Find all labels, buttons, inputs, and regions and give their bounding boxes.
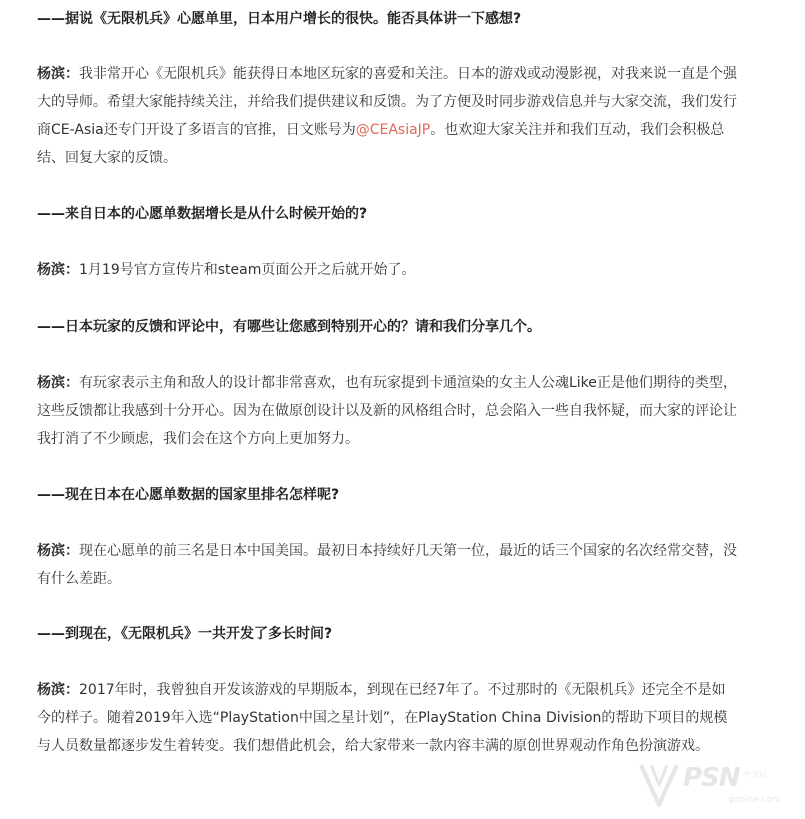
question-1: ——据说《无限机兵》心愿单里，日本用户增长的很快。能否具体讲一下感想? (37, 11, 522, 27)
psnine-watermark (637, 755, 797, 815)
answer-3-text: 有玩家表示主角和敌人的设计都非常喜欢，也有玩家提到卡通渲染的女主人公魂Like正是他们期待的类型，这些反馈都让我感到十分开心。因为在做原创设计以及新的风格组合时，总会陷入一些自我怀疑，而大家的评论让我打消了不少顾虑，我们会在这个方向上更加努力。 (37, 375, 737, 447)
speaker-label: 杨滨： (37, 262, 79, 278)
answer-5-text: 2017年时，我曾独自开发该游戏的早期版本，到现在已经7年了。不过那时的《无限机兵》还完全不是如今的样子。随着2019年入选“PlayStation中国之星计划”，在PlayStation China Division的帮助下项目的规模与人员数量都逐步发生着转变。我们想借此机会，给大家带来一款内容丰满的原创世界观动作角色扮演游戏。 (37, 682, 728, 754)
watermark-url: psnine.com (729, 795, 781, 805)
answer-2 (37, 256, 737, 284)
answer-5 (37, 676, 737, 760)
answer-1-text: 我非常开心《无限机兵》能获得日本地区玩家的喜爱和关注。日本的游戏或动漫影视，对我来说一直是个强大的导师。希望大家能持续关注，并给我们提供建议和反馈。为了方便及时同步游戏信息并与大家交流，我们发行商CE-Asia还专门开设了多语言的官推，日文账号为 (37, 66, 737, 138)
ceasiajp-link[interactable]: @CEAsiaJP (355, 122, 431, 138)
answer-1 (37, 60, 737, 172)
watermark-sub: 中文站 (743, 770, 767, 779)
watermark-brand: PSN (683, 763, 740, 793)
answer-4 (37, 537, 737, 593)
answer-1-text-end: 。也欢迎大家关注并和我们互动，我们会积极总结、回复大家的反馈。 (37, 122, 725, 166)
answer-4-text: 现在心愿单的前三名是日本中国美国。最初日本持续好几天第一位，最近的话三个国家的名次经常交替，没有什么差距。 (37, 543, 737, 587)
answer-2-text: 1月19号官方宣传片和steam页面公开之后就开始了。 (79, 262, 416, 278)
speaker-label: 杨滨： (37, 682, 79, 698)
answer-3 (37, 369, 737, 453)
question-5: ——到现在，《无限机兵》一共开发了多长时间? (37, 626, 333, 642)
question-4: ——现在日本在心愿单数据的国家里排名怎样呢? (37, 487, 340, 503)
speaker-label: 杨滨： (37, 543, 79, 559)
question-2: ——来自日本的心愿单数据增长是从什么时候开始的? (37, 206, 368, 222)
question-3: ——日本玩家的反馈和评论中，有哪些让您感到特别开心的？请和我们分享几个。 (37, 319, 541, 335)
speaker-label: 杨滨： (37, 66, 79, 82)
psnine-logo-icon (637, 761, 681, 809)
speaker-label: 杨滨： (37, 375, 79, 391)
